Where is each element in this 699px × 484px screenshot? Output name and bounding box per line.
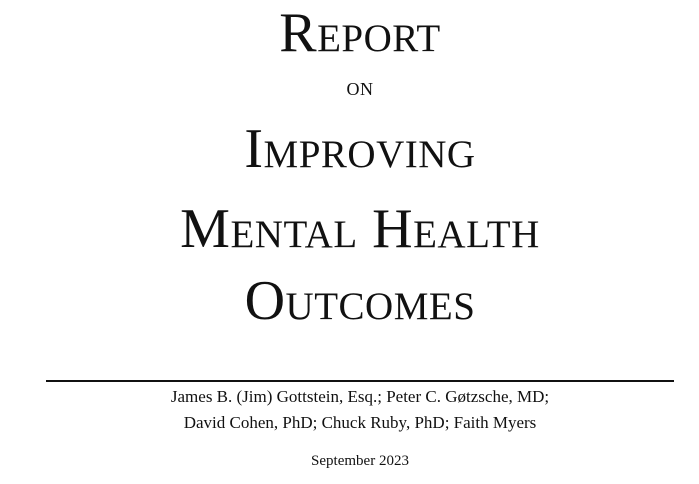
title-line-mental-health: Mental Health (180, 198, 540, 260)
authors-line-2: David Cohen, PhD; Chuck Ruby, PhD; Faith Myers (183, 413, 537, 432)
title-line-on: on (346, 72, 374, 101)
title-line-outcomes: Outcomes (244, 270, 476, 332)
title-line-report: Report (279, 2, 441, 64)
title-line-improving: Improving (244, 118, 476, 180)
publication-date: September 2023 (311, 453, 409, 469)
title-divider (46, 380, 674, 382)
authors-line-1: James B. (Jim) Gottstein, Esq.; Peter C. Gøtzsche, MD; (170, 387, 550, 406)
